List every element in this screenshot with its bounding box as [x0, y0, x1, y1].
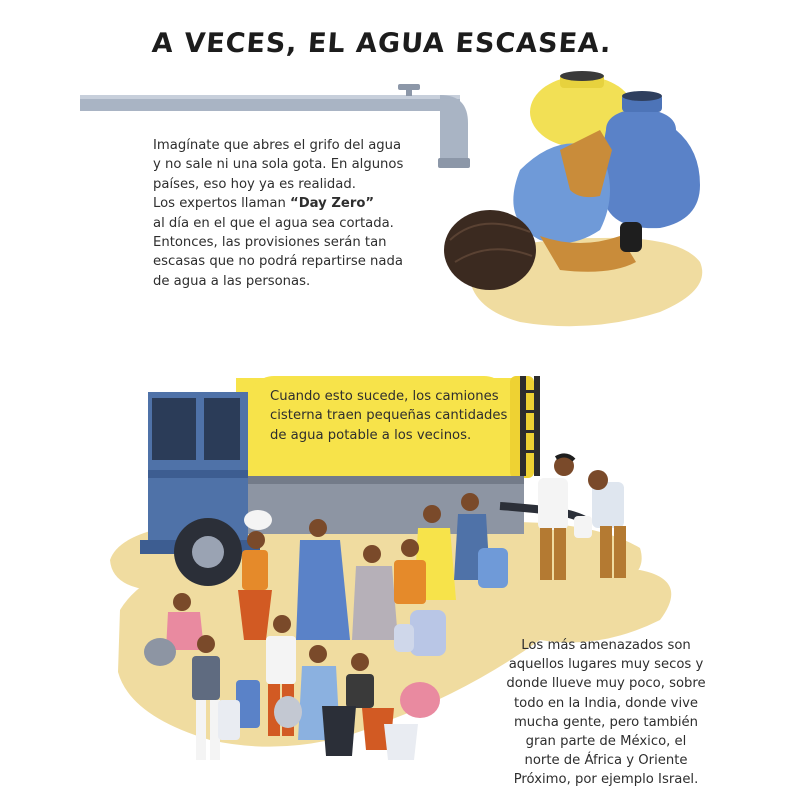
intro-line — [153, 194, 443, 213]
page-title: A VECES, EL AGUA ESCASEA. — [150, 28, 613, 59]
closing-line: Próximo, por ejemplo Israel. — [513, 772, 699, 788]
truck-caption-bubble — [248, 376, 510, 472]
closing-line: gran parte de México, el — [525, 734, 687, 750]
intro-line-text: Los expertos llaman — [153, 196, 286, 212]
day-zero-term: “Day Zero” — [290, 196, 375, 212]
closing-line: aquellos lugares muy secos y — [508, 657, 704, 673]
closing-paragraph — [486, 636, 726, 790]
closing-line: Los más amenazados son — [521, 638, 691, 653]
intro-line: escasas que no podrá repartirse nada — [153, 254, 403, 270]
closing-line: mucha gente, pero también — [513, 714, 699, 730]
closing-line: norte de África y Oriente — [524, 753, 688, 769]
bubble-line: de agua potable a los vecinos. — [270, 427, 472, 443]
bubble-line: cisterna traen pequeñas cantidades — [270, 408, 508, 424]
intro-line: países, eso hoy ya es realidad. — [153, 176, 356, 192]
intro-paragraph — [153, 136, 443, 291]
closing-line: donde llueve muy poco, sobre — [506, 676, 706, 692]
closing-line: todo en la India, donde vive — [513, 695, 699, 711]
bubble-line: Cuando esto sucede, los camiones — [270, 389, 499, 404]
intro-line: Entonces, las provisiones serán tan — [153, 235, 387, 251]
intro-line: Imagínate que abres el grifo del agua — [153, 138, 402, 153]
intro-line: al día en el que el agua sea cortada. — [153, 215, 394, 231]
intro-line: y no sale ni una sola gota. En algunos — [153, 157, 404, 173]
intro-line: de agua a las personas. — [153, 273, 311, 289]
